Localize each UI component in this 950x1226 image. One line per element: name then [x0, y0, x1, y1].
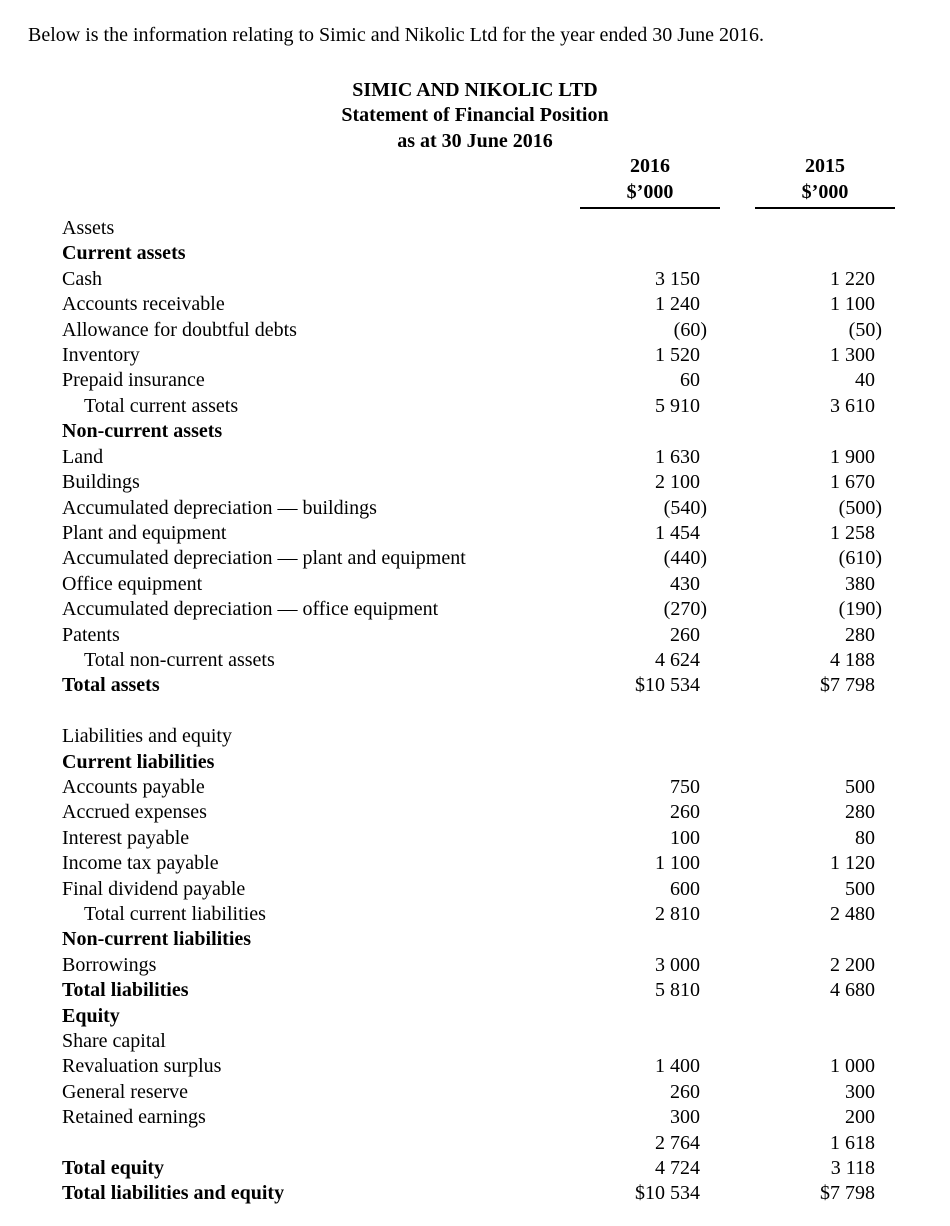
intro-text: Below is the information relating to Simic and Nikolic Ltd for the year ended 30 June 2016.	[28, 24, 764, 46]
value-2015: (500)	[838, 496, 882, 519]
table-row	[0, 216, 950, 241]
row-label: Inventory	[62, 344, 140, 367]
row-label: Current liabilities	[62, 750, 215, 773]
value-2016: 2 764	[655, 1131, 700, 1154]
value-2015: 500	[845, 877, 875, 900]
value-2016: 430	[670, 572, 700, 595]
value-2016: 260	[670, 623, 700, 646]
row-label: Cash	[62, 267, 102, 290]
table-row	[0, 851, 950, 876]
row-label: Total assets	[62, 674, 160, 697]
row-label: Land	[62, 445, 104, 468]
value-2015: 4 680	[830, 979, 875, 1002]
row-label: Borrowings	[62, 953, 157, 976]
row-label: Patents	[62, 623, 120, 646]
row-label: Liabilities and equity	[62, 725, 232, 748]
value-2016: 1 240	[655, 293, 700, 316]
value-2015: 80	[855, 826, 875, 849]
table-row	[0, 394, 950, 419]
row-label: Allowance for doubtful debts	[62, 318, 297, 341]
column-headers	[0, 154, 950, 209]
row-label: Accumulated depreciation — plant and equipment	[62, 547, 466, 570]
table-row	[0, 1080, 950, 1105]
row-label: Interest payable	[62, 826, 190, 849]
value-2016: 2 810	[655, 902, 700, 925]
year-2015-label: 2015	[805, 155, 845, 178]
value-2016: 5 810	[655, 979, 700, 1002]
company-name: SIMIC AND NIKOLIC LTD	[352, 79, 598, 101]
value-2016: 5 910	[655, 394, 700, 417]
table-row	[0, 724, 950, 749]
value-2016: (540)	[663, 496, 707, 519]
table-row	[0, 343, 950, 368]
value-2015: 1 000	[830, 1055, 875, 1078]
table-row	[0, 800, 950, 825]
table-row	[0, 292, 950, 317]
unit-2016-label: $’000	[626, 180, 674, 203]
table-row	[0, 546, 950, 571]
unit-2015-label: $’000	[801, 180, 849, 203]
table-row	[0, 318, 950, 343]
value-2016: 300	[670, 1106, 700, 1129]
value-2015: 280	[845, 623, 875, 646]
row-label: Accumulated depreciation — buildings	[62, 496, 377, 519]
value-2016: 600	[670, 877, 700, 900]
row-label: Total current assets	[84, 394, 239, 417]
value-2016: 100	[670, 826, 700, 849]
row-label: Current assets	[62, 242, 186, 265]
value-2016: 260	[670, 801, 700, 824]
value-2015: 380	[845, 572, 875, 595]
value-2015: 1 300	[830, 344, 875, 367]
value-2015: $7 798	[820, 674, 875, 697]
value-2015: 2 200	[830, 953, 875, 976]
value-2015: 1 220	[830, 267, 875, 290]
table-row	[0, 902, 950, 927]
row-label: Final dividend payable	[62, 877, 246, 900]
value-2015: 200	[845, 1106, 875, 1129]
value-2015: (50)	[848, 318, 882, 341]
row-label: General reserve	[62, 1080, 189, 1103]
value-2016: 60	[680, 369, 700, 392]
value-2015: (190)	[838, 598, 882, 621]
row-label: Share capital	[62, 1030, 166, 1053]
value-2015: 40	[855, 369, 875, 392]
statement-date: as at 30 June 2016	[397, 129, 553, 152]
value-2015: 1 670	[830, 471, 875, 494]
statement-name: Statement of Financial Position	[341, 104, 609, 127]
table-row	[0, 673, 950, 698]
table-row	[0, 1105, 950, 1130]
value-2015: 3 610	[830, 394, 875, 417]
table-row	[0, 1029, 950, 1054]
table-row	[0, 826, 950, 851]
row-label: Accounts receivable	[62, 293, 225, 316]
value-2015: 1 900	[830, 445, 875, 468]
row-label: Equity	[62, 1004, 120, 1027]
row-label: Income tax payable	[62, 852, 219, 875]
table-row	[0, 597, 950, 622]
table-row	[0, 750, 950, 775]
table-row	[0, 877, 950, 902]
value-2015: 3 118	[830, 1157, 875, 1180]
table-row	[0, 267, 950, 292]
row-label: Plant and equipment	[62, 521, 227, 544]
value-2015: 300	[845, 1080, 875, 1103]
table-row	[0, 978, 950, 1003]
table-row	[0, 1004, 950, 1029]
column-header-2016	[560, 154, 735, 209]
row-label: Total liabilities and equity	[62, 1182, 285, 1205]
value-2015: 2 480	[830, 902, 875, 925]
value-2016: 1 520	[655, 344, 700, 367]
table-row	[0, 648, 950, 673]
row-label: Retained earnings	[62, 1106, 206, 1129]
value-2016: 1 454	[655, 521, 700, 544]
value-2015: $7 798	[820, 1182, 875, 1205]
value-2015: 4 188	[830, 648, 875, 671]
table-row	[0, 470, 950, 495]
financial-table-rows	[0, 216, 950, 1207]
statement-title-block	[0, 78, 950, 154]
row-label: Non-current assets	[62, 420, 223, 443]
row-label: Total non-current assets	[84, 648, 275, 671]
table-row	[0, 623, 950, 648]
value-2016: 260	[670, 1080, 700, 1103]
value-2016: 4 724	[655, 1157, 700, 1180]
row-label: Accumulated depreciation — office equipment	[62, 598, 439, 621]
row-label: Total liabilities	[62, 979, 189, 1002]
value-2016: 1 630	[655, 445, 700, 468]
row-label: Total current liabilities	[84, 902, 266, 925]
value-2016: 3 000	[655, 953, 700, 976]
value-2016: 3 150	[655, 267, 700, 290]
table-row	[0, 368, 950, 393]
row-label: Assets	[62, 217, 115, 240]
year-2016-label: 2016	[630, 155, 670, 178]
spacer-row	[0, 699, 950, 724]
value-2016: (60)	[673, 318, 707, 341]
table-row	[0, 1131, 950, 1156]
value-2015: 280	[845, 801, 875, 824]
value-2016: 1 400	[655, 1055, 700, 1078]
column-header-2015	[735, 154, 910, 209]
table-row	[0, 1181, 950, 1206]
table-row	[0, 521, 950, 546]
value-2016: (270)	[663, 598, 707, 621]
value-2015: 1 120	[830, 852, 875, 875]
table-row	[0, 1054, 950, 1079]
row-label: Total equity	[62, 1157, 165, 1180]
row-label: Accounts payable	[62, 775, 205, 798]
value-2016: $10 534	[635, 674, 700, 697]
table-row	[0, 496, 950, 521]
value-2016: 2 100	[655, 471, 700, 494]
value-2015: 1 100	[830, 293, 875, 316]
value-2016: (440)	[663, 547, 707, 570]
row-label: Prepaid insurance	[62, 369, 205, 392]
value-2016: 750	[670, 775, 700, 798]
value-2016: 1 100	[655, 852, 700, 875]
row-label: Accrued expenses	[62, 801, 207, 824]
table-row	[0, 419, 950, 444]
table-row	[0, 445, 950, 470]
table-row	[0, 953, 950, 978]
row-label: Revaluation surplus	[62, 1055, 222, 1078]
row-label: Buildings	[62, 471, 140, 494]
table-row	[0, 241, 950, 266]
table-row	[0, 775, 950, 800]
value-2015: (610)	[838, 547, 882, 570]
table-row	[0, 927, 950, 952]
value-2015: 1 618	[830, 1131, 875, 1154]
value-2015: 500	[845, 775, 875, 798]
row-label: Non-current liabilities	[62, 928, 252, 951]
row-label: Office equipment	[62, 572, 203, 595]
table-row	[0, 572, 950, 597]
value-2015: 1 258	[830, 521, 875, 544]
value-2016: $10 534	[635, 1182, 700, 1205]
table-row	[0, 1156, 950, 1181]
value-2016: 4 624	[655, 648, 700, 671]
